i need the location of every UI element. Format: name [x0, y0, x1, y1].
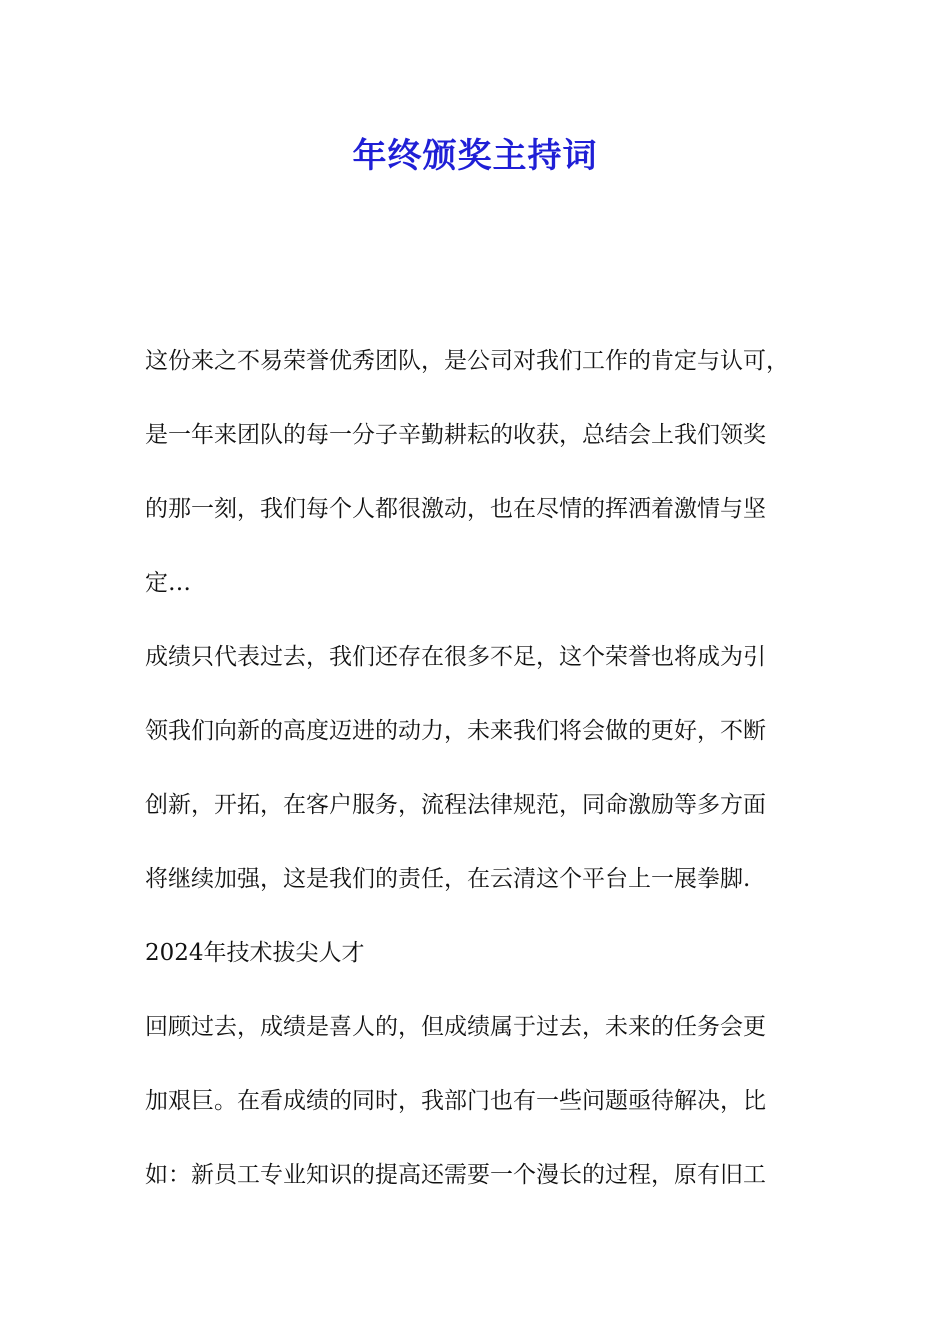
- body-line-10: 回顾过去，成绩是喜人的，但成绩属于过去，未来的任务会更: [145, 1014, 766, 1040]
- body-line-4: 定…: [145, 570, 191, 596]
- body-line-12: 如：新员工专业知识的提高还需要一个漫长的过程，原有旧工: [145, 1162, 766, 1188]
- section-heading-talent: 2024年技术拔尖人才: [145, 940, 365, 966]
- body-line-6: 领我们向新的高度迈进的动力，未来我们将会做的更好，不断: [145, 718, 766, 744]
- body-line-11: 加艰巨。在看成绩的同时，我部门也有一些问题亟待解决，比: [145, 1088, 766, 1114]
- body-line-5: 成绩只代表过去，我们还存在很多不足，这个荣誉也将成为引: [145, 644, 766, 670]
- document-title: 年终颁奖主持词: [352, 136, 598, 176]
- document-body: [145, 338, 817, 1226]
- body-line-8: 将继续加强，这是我们的责任，在云清这个平台上一展拳脚.: [145, 866, 751, 892]
- body-line-1: 这份来之不易荣誉优秀团队，是公司对我们工作的肯定与认可，: [145, 348, 789, 374]
- body-line-2: 是一年来团队的每一分子辛勤耕耘的收获，总结会上我们领奖: [145, 422, 766, 448]
- body-line-7: 创新，开拓，在客户服务，流程法律规范，同命激励等多方面: [145, 792, 766, 818]
- body-line-3: 的那一刻，我们每个人都很激动，也在尽情的挥洒着激情与坚: [145, 496, 766, 522]
